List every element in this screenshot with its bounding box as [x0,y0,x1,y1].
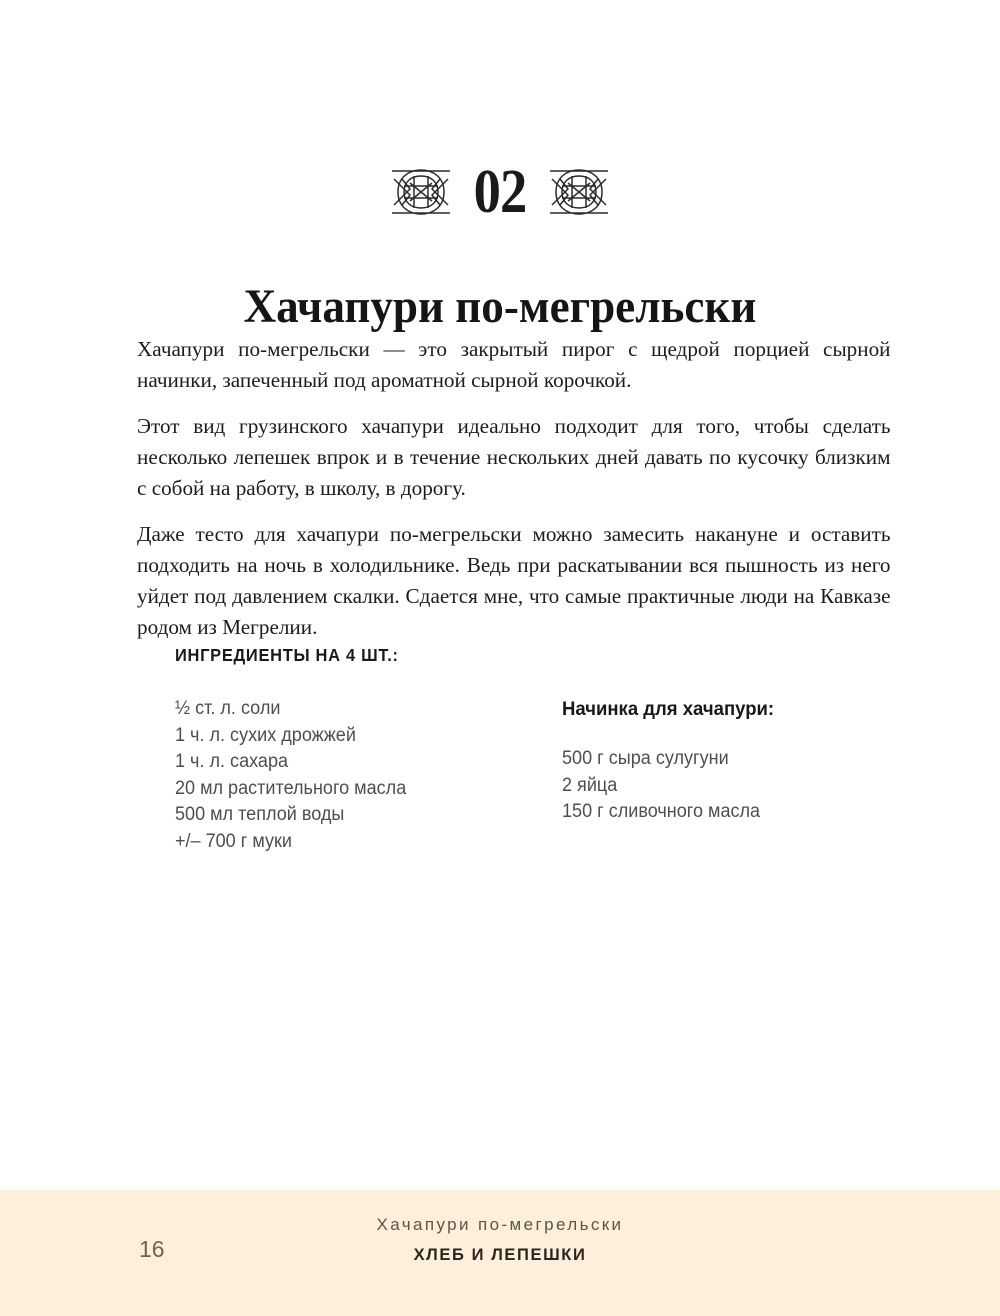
list-item: +/– 700 г муки [175,830,292,852]
chapter-header [0,160,1000,224]
intro-paragraph-1: Хачапури по-мегрельски — это закрытый пирог с щедрой порцией сырной начинки, запеченный под ароматной сырной корочкой. [137,337,891,392]
filling-ingredients-column [562,696,915,826]
page-number: 16 [139,1236,165,1262]
filling-ingredients-list [562,746,915,826]
dough-ingredients-column [175,696,562,855]
footer-section-name: ХЛЕБ И ЛЕПЕШКИ [413,1246,587,1264]
dough-ingredients-list [175,696,562,855]
celtic-knot-ornament-right [548,165,610,219]
list-item: 1 ч. л. сухих дрожжей [175,724,356,746]
filling-heading: Начинка для хачапури: [562,698,775,720]
list-item: 1 ч. л. сахара [175,751,289,772]
chapter-number: 02 [473,158,527,226]
list-item: 500 мл теплой воды [175,804,345,825]
list-item: ½ ст. л. соли [175,698,281,719]
intro-paragraph-3: Даже тесто для хачапури по-мегрельски можно замесить накануне и оставить подходить на ночь в холодильнике. Ведь при раскатывании вся пышность из него уйдет под давлением скалки. Сдается мне, что самые практичные люди на Кавказе родом из Мегрелии. [137,522,891,639]
page-title: Хачапури по-мегрельски [243,280,757,334]
page-footer [0,1190,1000,1316]
ingredients-heading: ИНГРЕДИЕНТЫ НА 4 ШТ.: [175,645,399,665]
footer-recipe-name: Хачапури по-мегрельски [376,1215,624,1234]
ingredients-section [175,645,915,855]
intro-copy [137,334,902,643]
footer-center-block [0,1212,1000,1268]
list-item: 500 г сыра сулугуни [562,748,729,769]
list-item: 2 яйца [562,774,618,796]
list-item: 20 мл растительного масла [175,777,407,799]
ingredients-columns [175,696,915,855]
celtic-knot-ornament-left [390,165,452,219]
list-item: 150 г сливочного масла [562,801,761,822]
intro-paragraph-2: Этот вид грузинского хачапури идеально подходит для того, чтобы сделать несколько лепешек впрок и в течение нескольких дней давать по кусочку близким с собой на работу, в школу, в дорогу. [137,414,891,500]
